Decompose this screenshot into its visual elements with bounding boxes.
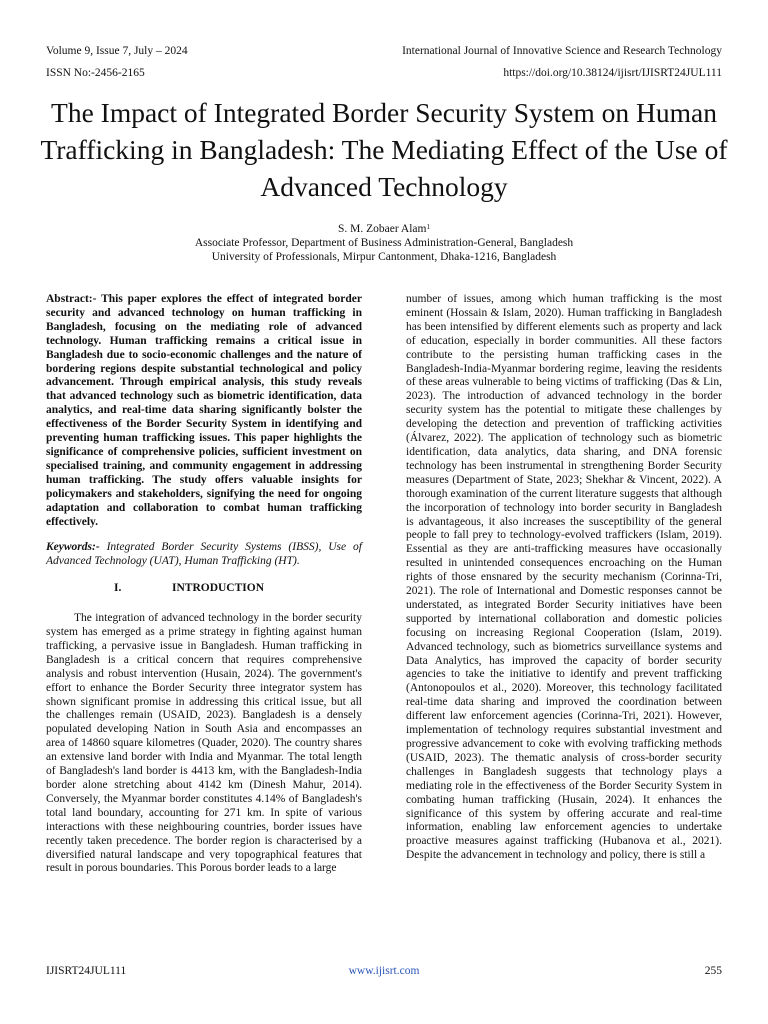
paper-title: The Impact of Integrated Border Security System on Human Trafficking in Bangladesh: The Mediating Effect of the Use of Advanced Technology — [40, 97, 728, 202]
keywords-text: Integrated Border Security Systems (IBSS), Use of Advanced Technology (UAT), Human Trafficking (HT). — [46, 541, 362, 568]
volume-issue: Volume 9, Issue 7, July – 2024 — [46, 45, 188, 57]
page-number: 255 — [704, 965, 722, 977]
issn: ISSN No:-2456-2165 — [46, 67, 145, 79]
journal-name: International Journal of Innovative Science and Research Technology — [402, 45, 722, 57]
author-name: S. M. Zobaer Alam — [338, 223, 427, 235]
section-heading — [46, 582, 362, 596]
keywords — [46, 541, 362, 569]
abstract: Abstract:- This paper explores the effect of integrated border security and advanced technology on human trafficking in Bangladesh, focusing on the mediating role of advanced technology. Human trafficking remains a critical issue in Bangladesh due to socio-economic challenges and the nature of bordering regions despite substantial technological and policy advancement. Through empirical analysis, this study reveals that advanced technology such as biometric identification, data analytics, and real-time data sharing significantly bolster the effectiveness of the Border Security System in identifying and preventing human trafficking issues. This paper highlights the significance of comprehensive policies, sufficient investment on specialised training, and community engagement in addressing human trafficking. The study offers valuable insights for policymakers and stakeholders, signifying the need for ongoing adaptation and collaboration to combat human trafficking effectively. — [46, 293, 362, 528]
intro-paragraph-left: The integration of advanced technology in the border security system has emerged as a prime strategy in fighting against human trafficking, a pervasive issue in Bangladesh. Human trafficking in Bangladesh is a critical concern that requires comprehensive analysis and robust intervention (Husain, 2024). The government's effort to enhance the Border Security three integrator system has shown significant promise in addressing this critical issue, but all the challenges remain (USAID, 2023). Bangladesh is a densely populated developing Nation in South Asia and encompasses an area of 14860 square kilometres (Quader, 2020). The country shares an extensive land border with India and Myanmar. The total length of Bangladesh's land border is 4413 km, with the Bangladesh-India border alone stretching about 4142 km (Dinesh Mahur, 2014). Conversely, the Myanmar border constitutes 4.14% of Bangladesh's total land boundary, accounting for 271 km. In spite of various interactions with these neighbouring countries, border issues have recently taken precedence. The border region is characterised by a diversified natural landscape and very topographical features that result in porous boundaries. This Porous border leads to a large — [46, 612, 362, 875]
right-column — [406, 293, 722, 863]
section-number: I. — [114, 582, 122, 595]
author-superscript: 1 — [426, 223, 430, 231]
left-column — [46, 293, 362, 876]
footer-website-link[interactable]: www.ijisrt.com — [348, 965, 420, 977]
intro-paragraph-right: number of issues, among which human trafficking is the most eminent (Hossain & Islam, 2020). Human trafficking in Bangladesh has been intensified by different elements such as property and lack of education, especially in border communities. All these factors contribute to the persisting human trafficking cases in the Bangladesh-India-Myanmar bordering regime, leaving the residents of these areas vulnerable to being victims of trafficking (Das & Lin, 2023). The introduction of advanced technology in the border security system has the potential to mitigate these challenges by developing the detection and prevention of trafficking activities (Álvarez, 2022). The application of technology such as biometric identification, data analytics, data sharing, and DNA forensic technology has been instrumental in strengthening Border Security measures (Department of State, 2023; Shekhar & Vincent, 2022). A thorough examination of the current literature suggests that although the incorporation of technology into border security in Bangladesh is advantageous, it also increases the susceptibility of the general people to fall prey to technology-evolved traffickers (Islam, 2019). Essential as they are anti-trafficking measures have occasionally resulted in unintended consequences encroaching on the Human rights of those ensnared by the security mechanism (Corinna-Tri, 2021). The role of International and Domestic responses cannot be understated, as integrated Border Security initiatives have been supported by international collaboration and domestic policies focusing on increasing Regional Cooperation (Islam, 2019). Advanced technology, such as biometrics surveillance systems and Data Analytics, has improved the capacity of border security agencies to take the initiative to identify and prevent trafficking (Antonopoulos et al., 2020). Moreover, this technology facilitated real-time data sharing and improved the coordination between different law enforcement agencies (Corinna-Tri, 2021). However, implementation of technology requires substantial investment and progressive advancement to coke with evolving trafficking methods (USAID, 2023). The thematic analysis of cross-border security challenges in Bangladesh suggests that technology plays a mediating role in the effectiveness of the Border Security System in combating human trafficking (Husain, 2024). It enhances the significance of this system by offering accurate and real-time information, enabling law enforcement agencies to undertake proactive measures against trafficking (Hubanova et al., 2021). Despite the advancement in technology and policy, there is still a — [406, 293, 722, 862]
author — [0, 222, 768, 236]
affiliation-2: University of Professionals, Mirpur Cantonment, Dhaka-1216, Bangladesh — [211, 251, 557, 263]
section-title: INTRODUCTION — [172, 582, 265, 595]
footer-id: IJISRT24JUL111 — [46, 965, 127, 977]
affiliation-1: Associate Professor, Department of Business Administration-General, Bangladesh — [194, 237, 574, 249]
keywords-label: Keywords:- — [46, 541, 100, 554]
doi-link[interactable]: https://doi.org/10.38124/ijisrt/IJISRT24JUL111 — [503, 67, 722, 79]
